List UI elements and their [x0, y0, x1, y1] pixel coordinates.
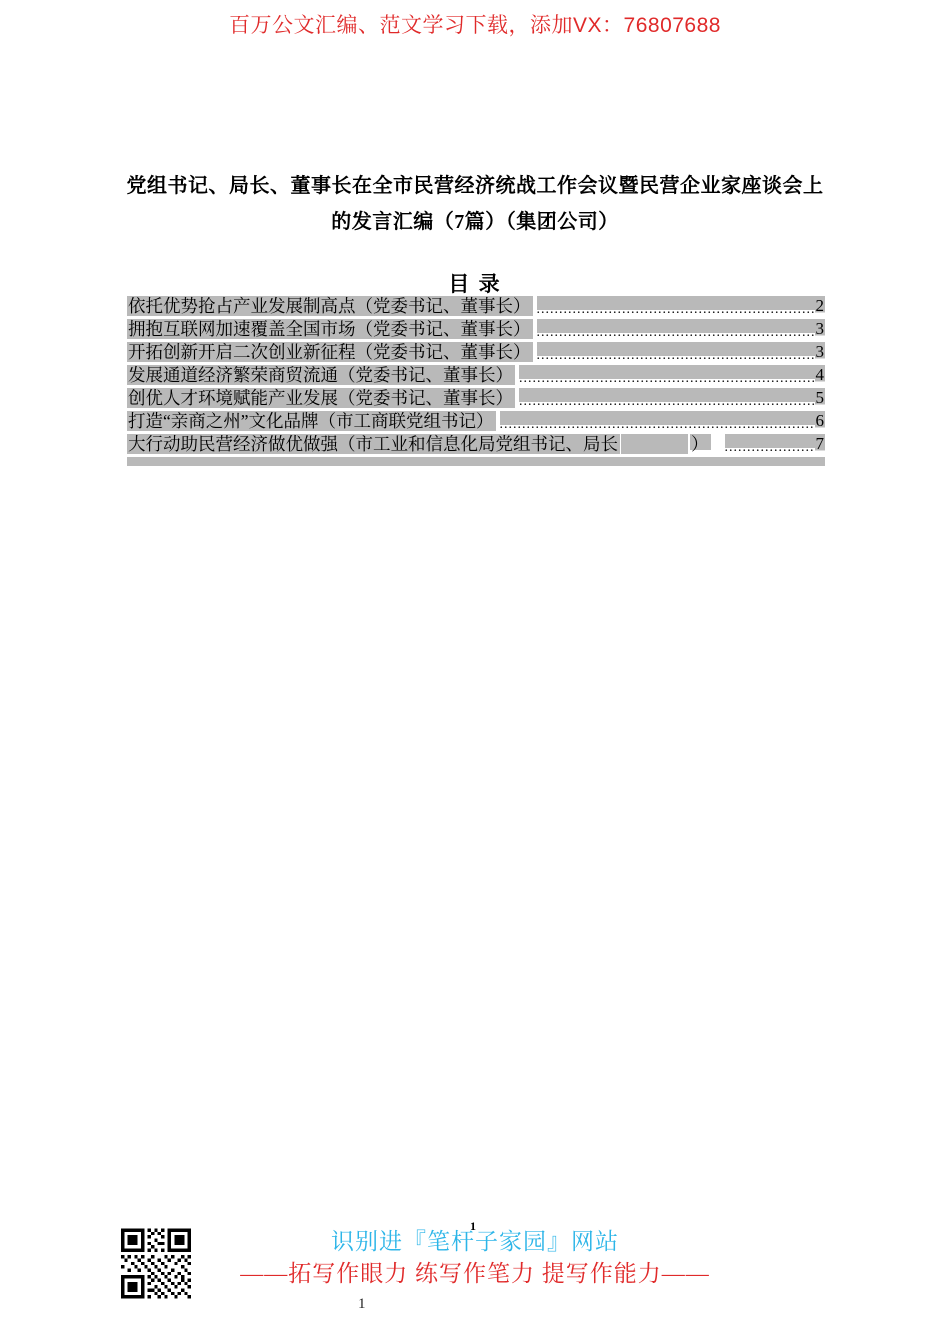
toc-leader-dots — [537, 319, 815, 339]
page-number: 1 — [358, 1296, 366, 1312]
toc-page-number: 2 — [815, 296, 824, 315]
toc-redacted-blank — [621, 434, 688, 454]
toc-entry[interactable] — [127, 434, 825, 454]
toc-entry[interactable] — [127, 342, 825, 362]
toc-page-number: 3 — [815, 319, 824, 338]
toc-leader-dots — [519, 388, 815, 408]
footer-site-line: 识别进『笔杆子家园』网站 — [331, 1229, 619, 1254]
toc-entry-label: 打造“亲商之州”文化品牌（市工商联党组书记） — [128, 411, 494, 431]
toc-entry[interactable] — [127, 296, 825, 316]
page-number-artifact: 1 — [470, 1219, 476, 1233]
document-title: 党组书记、局长、董事长在全市民营经济统战工作会议暨民营企业家座谈会上的发言汇编（7篇）（集团公司） — [126, 175, 824, 233]
promo-banner: 百万公文汇编、范文学习下载，添加VX：76807688 — [229, 14, 721, 37]
toc-page-number: 7 — [815, 434, 824, 453]
toc-leader-dots — [537, 296, 815, 316]
table-of-contents — [127, 296, 825, 466]
toc-page-number: 4 — [815, 365, 824, 384]
toc-leader-dots — [500, 411, 815, 431]
toc-entry[interactable] — [127, 365, 825, 385]
toc-entry-label: 依托优势抢占产业发展制高点（党委书记、董事长） — [128, 296, 531, 316]
toc-entry[interactable] — [127, 388, 825, 408]
toc-entry-label: 大行动助民营经济做优做强（市工业和信息化局党组书记、局长 — [128, 434, 618, 454]
toc-entry-label: 开拓创新开启二次创业新征程（党委书记、董事长） — [128, 342, 531, 362]
toc-entry-label: 创优人才环境赋能产业发展（党委书记、董事长） — [128, 388, 513, 408]
toc-entry-suffix: ） — [691, 434, 709, 454]
highlight-bar — [127, 457, 825, 466]
toc-entry-label: 发展通道经济繁荣商贸流通（党委书记、董事长） — [128, 365, 513, 385]
toc-page-number: 6 — [815, 411, 824, 430]
toc-heading: 目 录 — [448, 272, 502, 296]
toc-leader-dots — [519, 365, 815, 385]
toc-leader-dots — [537, 342, 815, 362]
toc-page-number: 3 — [815, 342, 824, 361]
toc-entry[interactable] — [127, 411, 825, 431]
toc-entry[interactable] — [127, 319, 825, 339]
footer-slogan-line: ——拓写作眼力 练写作笔力 提写作能力—— — [240, 1261, 710, 1286]
toc-page-number: 5 — [815, 388, 824, 407]
toc-leader-dots — [725, 434, 815, 454]
toc-entry-label: 拥抱互联网加速覆盖全国市场（党委书记、董事长） — [128, 319, 531, 339]
